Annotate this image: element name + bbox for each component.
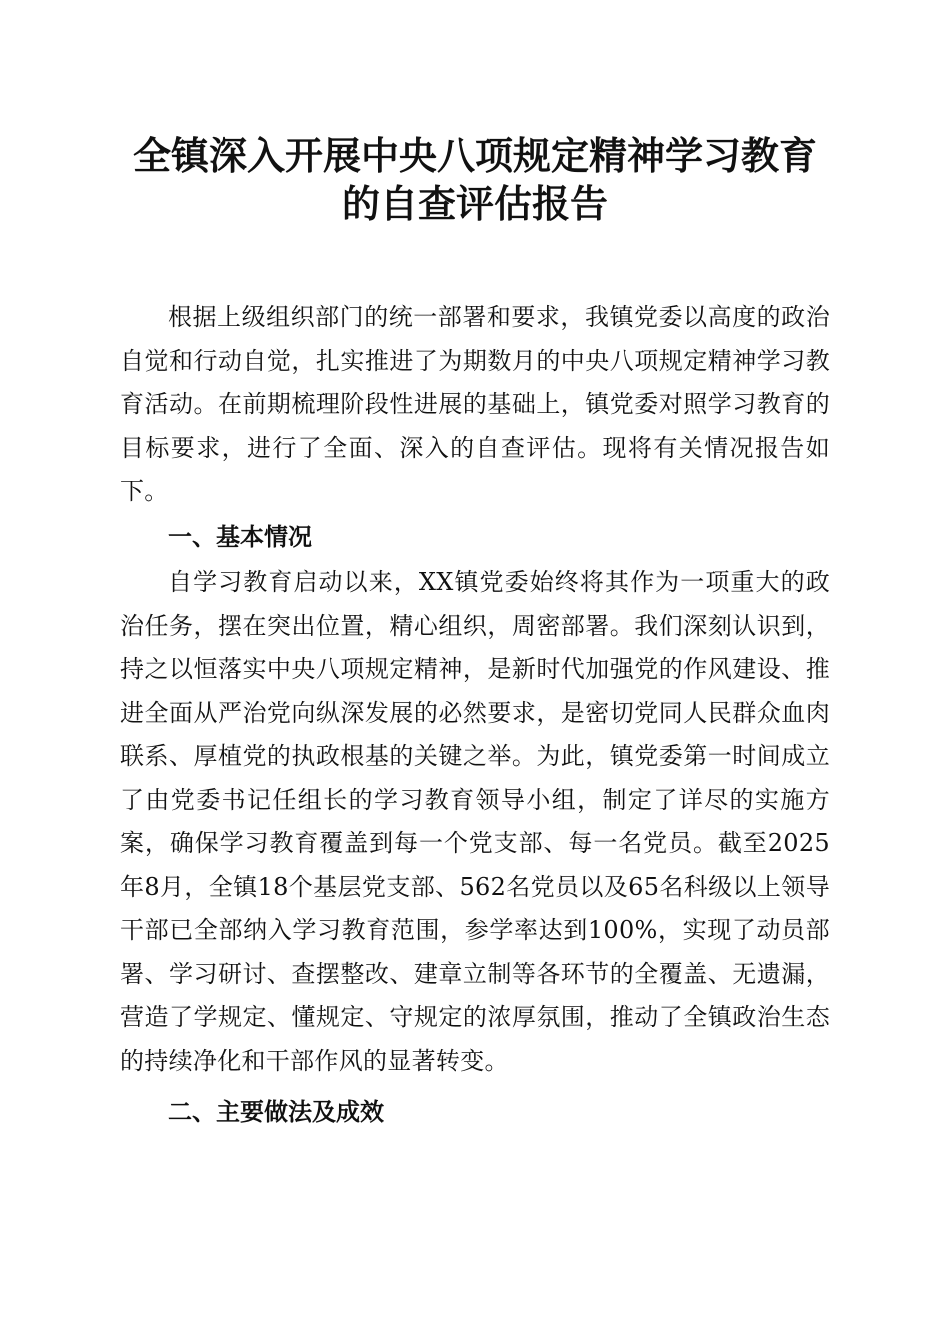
section-1-heading: 一、基本情况 (168, 522, 312, 551)
document-title: 全镇深入开展中央八项规定精神学习教育的自查评估报告 (132, 133, 817, 226)
document-page (120, 132, 830, 1137)
section-1-paragraph: 自学习教育启动以来，XX镇党委始终将其作为一项重大的政治任务，摆在突出位置，精心组织，周密部署。我们深刻认识到，持之以恒落实中央八项规定精神，是新时代加强党的作风建设、推进全面从严治党向纵深发展的必然要求，是密切党同人民群众血肉联系、厚植党的执政根基的关键之举。为此，镇党委第一时间成立了由党委书记任组长的学习教育领导小组，制定了详尽的实施方案，确保学习教育覆盖到每一个党支部、每一名党员。截至2025年8月，全镇18个基层党支部、562名党员以及65名科级以上领导干部已全部纳入学习教育范围，参学率达到100%，实现了动员部署、学习研讨、查摆整改、建章立制等各环节的全覆盖、无遗漏，营造了学规定、懂规定、守规定的浓厚氛围，推动了全镇政治生态的持续净化和干部作风的显著转变。 (120, 568, 830, 1075)
section-2-heading: 二、主要做法及成效 (168, 1098, 384, 1126)
intro-paragraph: 根据上级组织部门的统一部署和要求，我镇党委以高度的政治自觉和行动自觉，扎实推进了为期数月的中央八项规定精神学习教育活动。在前期梳理阶段性进展的基础上，镇党委对照学习教育的目标要求，进行了全面、深入的自查评估。现将有关情况报告如下。 (120, 303, 830, 505)
